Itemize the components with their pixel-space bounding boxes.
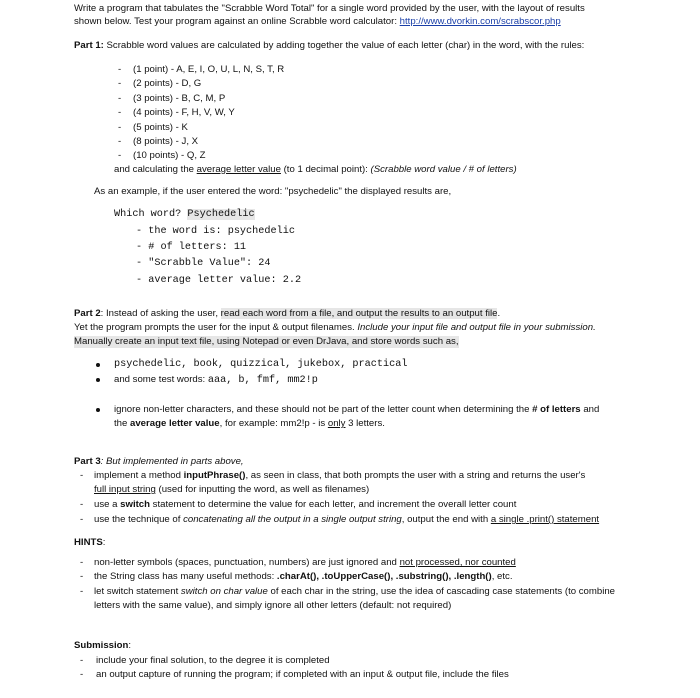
dash-icon: -	[118, 150, 122, 161]
hint-2	[94, 571, 513, 583]
hint-underline: not processed, nor counted	[399, 557, 516, 568]
rule-item: (2 points) - D, G	[133, 78, 202, 89]
part1-text: Scrabble word values are calculated by adding together the value of each letter (char) in the word, with the rules:	[103, 40, 585, 51]
ignore-text: ignore non-letter characters, and these should not be part of the letter count when determining the	[114, 404, 533, 415]
hint-3-cont: letters with the same value), and simply ignore all other letters (default: not required)	[94, 600, 452, 611]
dash-icon: -	[80, 514, 84, 525]
example-intro: As an example, if the user entered the word: "psychedelic" the displayed results are,	[94, 186, 452, 197]
output-line: - average letter value: 2.2	[136, 275, 302, 286]
rule-item: (1 point) - A, E, I, O, U, L, N, S, T, R	[133, 64, 285, 75]
dash-icon: -	[80, 571, 84, 582]
prompt-label: Which word?	[114, 209, 188, 220]
hint-text: non-letter symbols (spaces, punctuation, numbers) are just ignored and	[94, 557, 400, 568]
ignore-line-1	[114, 404, 599, 416]
part3-text: , as seen in class, that both prompts the user with a string and returns the user's	[245, 470, 586, 481]
dash-icon: -	[80, 655, 84, 666]
part2-italic: Include your input file and output file in your submission.	[357, 322, 596, 333]
part2-label: Part 2	[74, 308, 101, 319]
hint-bold: .charAt(), .toUpperCase(), .substring(), .length()	[276, 571, 492, 582]
part3-item-1	[94, 470, 585, 482]
part2-line-1	[74, 308, 500, 320]
part3-underline: full input string	[94, 484, 156, 495]
ignore-bold-2: average letter value	[130, 418, 220, 429]
bullet-icon	[96, 408, 100, 412]
output-line: - the word is: psychedelic	[136, 226, 295, 237]
test-words	[114, 374, 318, 387]
submission-item-1: include your final solution, to the degree it is completed	[96, 655, 330, 666]
hint-text: of each char in the string, use the idea of cascading case statements (to combine	[267, 586, 616, 597]
hints-label: HINTS	[74, 537, 103, 548]
average-mid: (to 1 decimal point):	[280, 164, 371, 175]
ignore-bold: # of letters	[532, 404, 581, 415]
part3-italic: concatenating all the output in a single output string	[183, 514, 402, 525]
rule-item: (5 points) - K	[133, 122, 188, 133]
part2-text: : Instead of asking the user,	[100, 308, 221, 319]
dash-icon: -	[80, 470, 84, 481]
intro-line-1: Write a program that tabulates the "Scrabble Word Total" for a single word provided by the user, with the layout of results	[74, 3, 585, 14]
dash-icon: -	[118, 64, 122, 75]
average-line	[114, 164, 517, 176]
dash-icon: -	[80, 499, 84, 510]
dash-icon: -	[118, 122, 122, 133]
word-list: psychedelic, book, quizzical, jukebox, practical	[114, 359, 408, 370]
part3-item-1-cont	[94, 484, 369, 496]
part3-bold: inputPhrase()	[183, 470, 246, 481]
ignore-and: and	[580, 404, 600, 415]
rule-item: (3 points) - B, C, M, P	[133, 93, 226, 104]
part3-label: Part 3	[74, 456, 101, 467]
part3-text: implement a method	[94, 470, 184, 481]
hint-1	[94, 557, 516, 569]
part1-heading	[74, 40, 584, 52]
average-formula: (Scrabble word value / # of letters)	[370, 164, 517, 175]
ignore-only: only	[327, 418, 346, 429]
part3-text: statement to determine the value for each letter, and increment the overall letter count	[150, 499, 517, 510]
part3-heading	[74, 456, 244, 468]
dash-icon: -	[118, 107, 122, 118]
test-words-label: and some test words:	[114, 374, 208, 385]
hint-text: let switch statement	[94, 586, 181, 597]
output-line: - # of letters: 11	[136, 242, 247, 253]
bullet-icon	[96, 363, 100, 367]
part3-heading-text: : But implemented in parts above,	[100, 456, 244, 467]
part3-text: use the technique of	[94, 514, 184, 525]
scrabble-calculator-link[interactable]: http://www.dvorkin.com/scrabscor.php	[399, 16, 561, 27]
intro-text: shown below. Test your program against an online Scrabble word calculator:	[74, 16, 400, 27]
ignore-end: 3 letters.	[345, 418, 385, 429]
hint-3	[94, 586, 615, 598]
bullet-icon	[96, 378, 100, 382]
dash-icon: -	[80, 586, 84, 597]
ignore-line-2	[114, 418, 385, 430]
hints-heading	[74, 537, 105, 549]
part3-underline: a single .print() statement	[490, 514, 600, 525]
prompt-line	[114, 209, 255, 221]
rule-item: (10 points) - Q, Z	[133, 150, 206, 161]
submission-heading	[74, 640, 131, 652]
submission-colon: :	[128, 640, 132, 651]
part2-line-2	[74, 322, 596, 334]
ignore-example: , for example: mm2!p - is	[219, 418, 328, 429]
ignore-the: the	[114, 418, 131, 429]
hint-text: , etc.	[491, 571, 513, 582]
rule-item: (8 points) - J, X	[133, 136, 199, 147]
hint-italic: switch on char value	[180, 586, 268, 597]
dash-icon: -	[80, 557, 84, 568]
hint-text: the String class has many useful methods:	[94, 571, 277, 582]
output-line: - "Scrabble Value": 24	[136, 258, 271, 269]
test-words-mono: aaa, b, fmf, mm2!p	[207, 375, 318, 386]
part2-highlight: read each word from a file, and output the results to an output file	[220, 308, 498, 319]
part3-text: , output the end with	[401, 514, 491, 525]
part2-text: Yet the program prompts the user for the input & output filenames.	[74, 322, 358, 333]
submission-label: Submission	[74, 640, 129, 651]
average-pre: and calculating the	[114, 164, 197, 175]
average-letter-value-link: average letter value	[196, 164, 281, 175]
part1-label: Part 1:	[74, 40, 104, 51]
dash-icon: -	[118, 78, 122, 89]
part3-bold: switch	[120, 499, 150, 510]
hints-colon: :	[102, 537, 106, 548]
rule-item: (4 points) - F, H, V, W, Y	[133, 107, 235, 118]
intro-line-2	[74, 16, 561, 28]
part2-line-3: Manually create an input text file, using Notepad or even DrJava, and store words such as,	[74, 336, 459, 347]
submission-item-2: an output capture of running the program; if completed with an input & output file, include the files	[96, 669, 509, 680]
dash-icon: -	[118, 93, 122, 104]
part3-text: use a	[94, 499, 121, 510]
part3-item-3	[94, 514, 599, 526]
part3-item-2	[94, 499, 516, 511]
dash-icon: -	[80, 669, 84, 680]
part2-period: .	[497, 308, 501, 319]
dash-icon: -	[118, 136, 122, 147]
part3-text: (used for inputting the word, as well as filenames)	[155, 484, 370, 495]
prompt-value: Psychedelic	[187, 209, 255, 220]
